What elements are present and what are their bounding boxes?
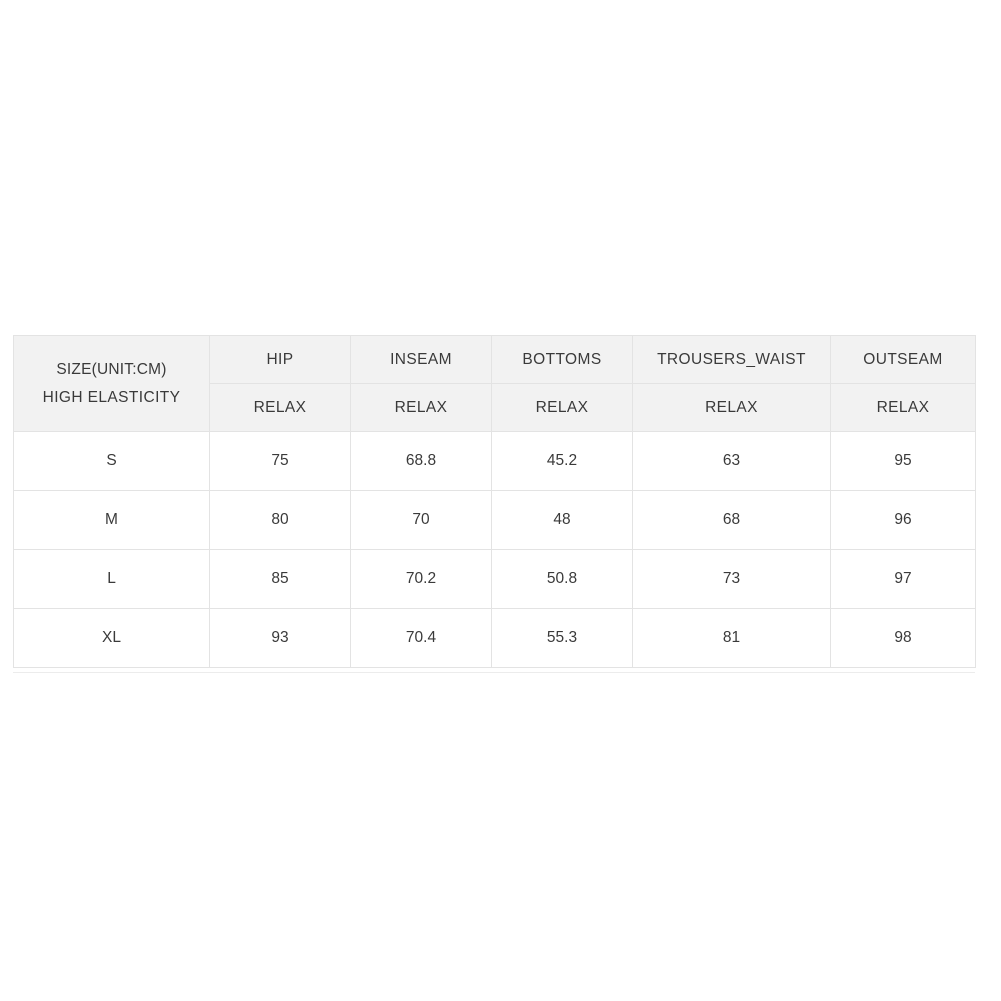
cell-hip: 80 [210,491,351,550]
header-corner-line1: SIZE(UNIT:CM) [56,361,167,379]
cell-size: M [14,491,210,550]
cell-trousers-waist: 73 [633,550,831,609]
cell-hip: 75 [210,432,351,491]
bottom-divider [13,672,975,673]
cell-size: XL [14,609,210,668]
cell-bottoms: 55.3 [492,609,633,668]
cell-hip: 93 [210,609,351,668]
header-corner-line2: HIGH ELASTICITY [42,388,181,406]
column-subheader-hip: RELAX [210,384,351,432]
cell-inseam: 70.2 [351,550,492,609]
cell-inseam: 68.8 [351,432,492,491]
cell-inseam: 70.4 [351,609,492,668]
column-subheader-bottoms: RELAX [492,384,633,432]
column-subheader-outseam: RELAX [831,384,976,432]
table-row [14,550,976,609]
table-row [14,609,976,668]
header-corner-label [14,336,210,432]
column-subheader-trousers-waist: RELAX [633,384,831,432]
column-header-inseam: INSEAM [351,336,492,384]
column-header-bottoms: BOTTOMS [492,336,633,384]
cell-hip: 85 [210,550,351,609]
table-row [14,432,976,491]
cell-bottoms: 48 [492,491,633,550]
column-subheader-inseam: RELAX [351,384,492,432]
table-row [14,491,976,550]
cell-outseam: 97 [831,550,976,609]
column-header-hip: HIP [210,336,351,384]
cell-size: S [14,432,210,491]
cell-trousers-waist: 81 [633,609,831,668]
cell-bottoms: 45.2 [492,432,633,491]
size-chart-container [13,335,975,668]
cell-inseam: 70 [351,491,492,550]
cell-outseam: 95 [831,432,976,491]
cell-size: L [14,550,210,609]
cell-trousers-waist: 63 [633,432,831,491]
cell-outseam: 98 [831,609,976,668]
cell-trousers-waist: 68 [633,491,831,550]
column-header-trousers-waist: TROUSERS_WAIST [633,336,831,384]
column-header-outseam: OUTSEAM [831,336,976,384]
table-header-row-primary [14,336,976,384]
size-chart-table [13,335,976,668]
cell-bottoms: 50.8 [492,550,633,609]
cell-outseam: 96 [831,491,976,550]
